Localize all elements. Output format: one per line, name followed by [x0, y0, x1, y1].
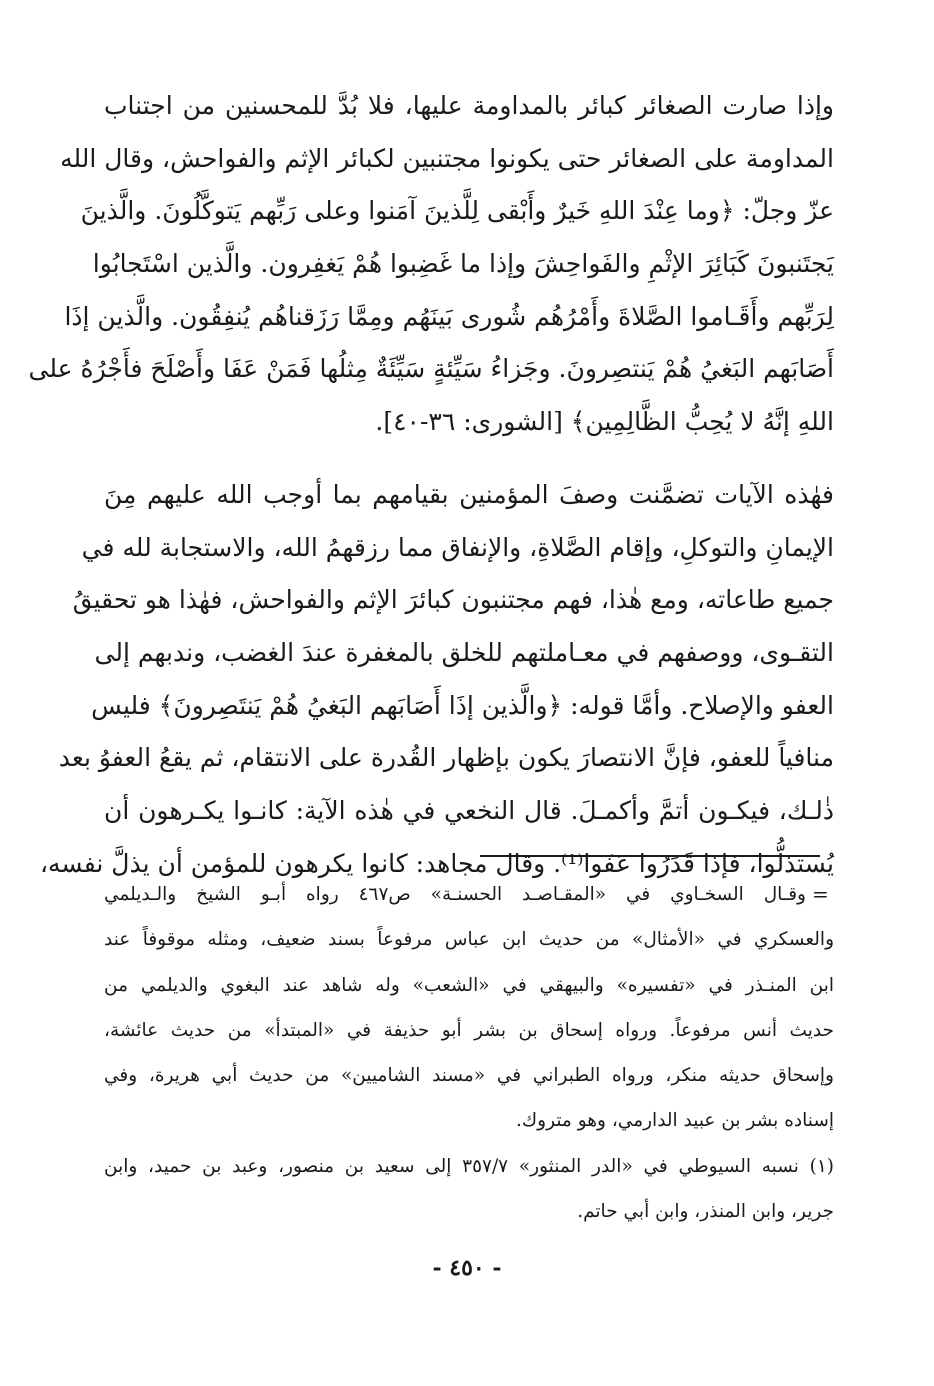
paragraph-gap — [104, 449, 834, 469]
paragraph-1 — [28, 80, 834, 449]
footnote-1-line: جرير، وابن المنذر، وابن أبي حاتم. — [577, 1201, 834, 1223]
text-line: فهٰذه الآيات تضمَّنت وصفَ المؤمنين بقيامهم بما أوجب الله عليهم مِنَ — [104, 479, 834, 509]
text-line: الإيمانِ والتوكلِ، وإقام الصَّلاةِ، والإنفاق مما رزقهمُ الله، والاستجابة لله في — [81, 532, 834, 562]
main-text — [28, 80, 834, 890]
text-line: التقـوى، ووصفهم في معـاملتهم للخلق بالمغفرة عندَ الغضب، وندبهم إلى — [94, 637, 834, 667]
page-number: - ٤٥٠ - — [432, 1255, 502, 1281]
text-line: عزّ وجلّ: ﴿وما عِنْدَ اللهِ خَيرٌ وأَبْقى لِلَّذينَ آمَنوا وعلى رَبِّهم يَتوكَّلُونَ. والَّذينَ — [80, 196, 834, 226]
text-line: منافياً للعفو، فإنَّ الانتصارَ يكون بإظهار القُدرة على الانتقام، ثم يقعُ العفوُ بعد — [58, 743, 834, 773]
footnote-separator — [480, 855, 820, 857]
text-line: وإذا صارت الصغائر كبائر بالمداومة عليها، فلا بُدَّ للمحسنين من اجتناب — [104, 91, 834, 120]
footnote-line: حديث أنس مرفوعاً. ورواه إسحاق بن بشر أبو حذيفة في «المبتدأ» من حديث عائشة، — [104, 1019, 834, 1041]
text-line: المداومة على الصغائر حتى يكونوا مجتنبين لكبائر الإثم والفواحش، وقال الله — [60, 143, 834, 173]
footnote-line: إسناده بشر بن عبيد الدارمي، وهو متروك. — [516, 1110, 834, 1132]
footnote-1-line: (١) نسبه السيوطي في «الدر المنثور» ٣٥٧/٧ إلى سعيد بن منصور، وعبد بن حميد، وابن — [104, 1155, 835, 1177]
footnote-continuation-marker: = — [812, 882, 829, 906]
paragraph-2 — [39, 469, 834, 891]
footnote-line: وإسحاق حديثه منكر، ورواه الطبراني في «مسند الشاميين» من حديث أبي هريرة، وفي — [104, 1065, 834, 1087]
text-line: لِرَبِّهم وأَقَـاموا الصَّلاةَ وأَمْرُهُم شُورى بَينَهُم ومِمَّا رَزَقناهُم يُنفِقُون. والَّذين إذَا — [64, 301, 834, 331]
text-line: اللهِ إنَّهُ لا يُحِبُّ الظَّالِمِين﴾ [الشورى: ٣٦-٤٠]. — [375, 407, 834, 437]
text-line: جميع طاعاته، ومع هٰذا، فهم مجتنبون كبائرَ الإثم والفواحش، فهٰذا هو تحقيقُ — [72, 585, 834, 615]
text-line: يُستذلُّوا، فإذا قَدَرُوا عَفَوا⁽¹⁾. وقال مجاهد: كانوا يكرهون للمؤمن أن يذلَّ نفسه، — [39, 848, 834, 878]
footnote-line: وقـال السخـاوي في «المقـاصـد الحسنـة» ص٤٦٧ رواه أبـو الشيخ والـديلمي — [104, 884, 806, 905]
text-line: العفو والإصلاح. وأمَّا قوله: ﴿والَّذين إذَا أَصَابَهم البَغيُ هُمْ يَنتَصِرونَ﴾ فليس — [91, 690, 834, 720]
footnotes — [104, 872, 834, 1234]
text-line: ذٰلـك، فيكـون أتمَّ وأكمـلَ. قال النخعي في هٰذه الآية: كانـوا يكـرهون أن — [104, 795, 834, 825]
footnote-line: والعسكري في «الأمثال» من حديث ابن عباس مرفوعاً بسند ضعيف، ومثله موقوفاً عند — [104, 929, 834, 951]
footnote-line: ابن المنـذر في «تفسيره» والبيهقي في «الشعب» وله شاهد عند البغوي والديلمي من — [104, 974, 834, 996]
text-line: أَصَابَهم البَغيُ هُمْ يَنتصِرونَ. وجَزاءُ سَيِّئةٍ سَيِّئَةٌ مِثلُها فَمَنْ عَفَا وأَصْلَحَ فأَجْرُهُ على — [28, 354, 834, 384]
text-line: يَجتَنبونَ كَبَائِرَ الإثْمِ والفَواحِشَ وإذا ما غَضِبوا هُمْ يَغفِرون. والَّذين اسْتَجابُوا — [92, 249, 834, 279]
